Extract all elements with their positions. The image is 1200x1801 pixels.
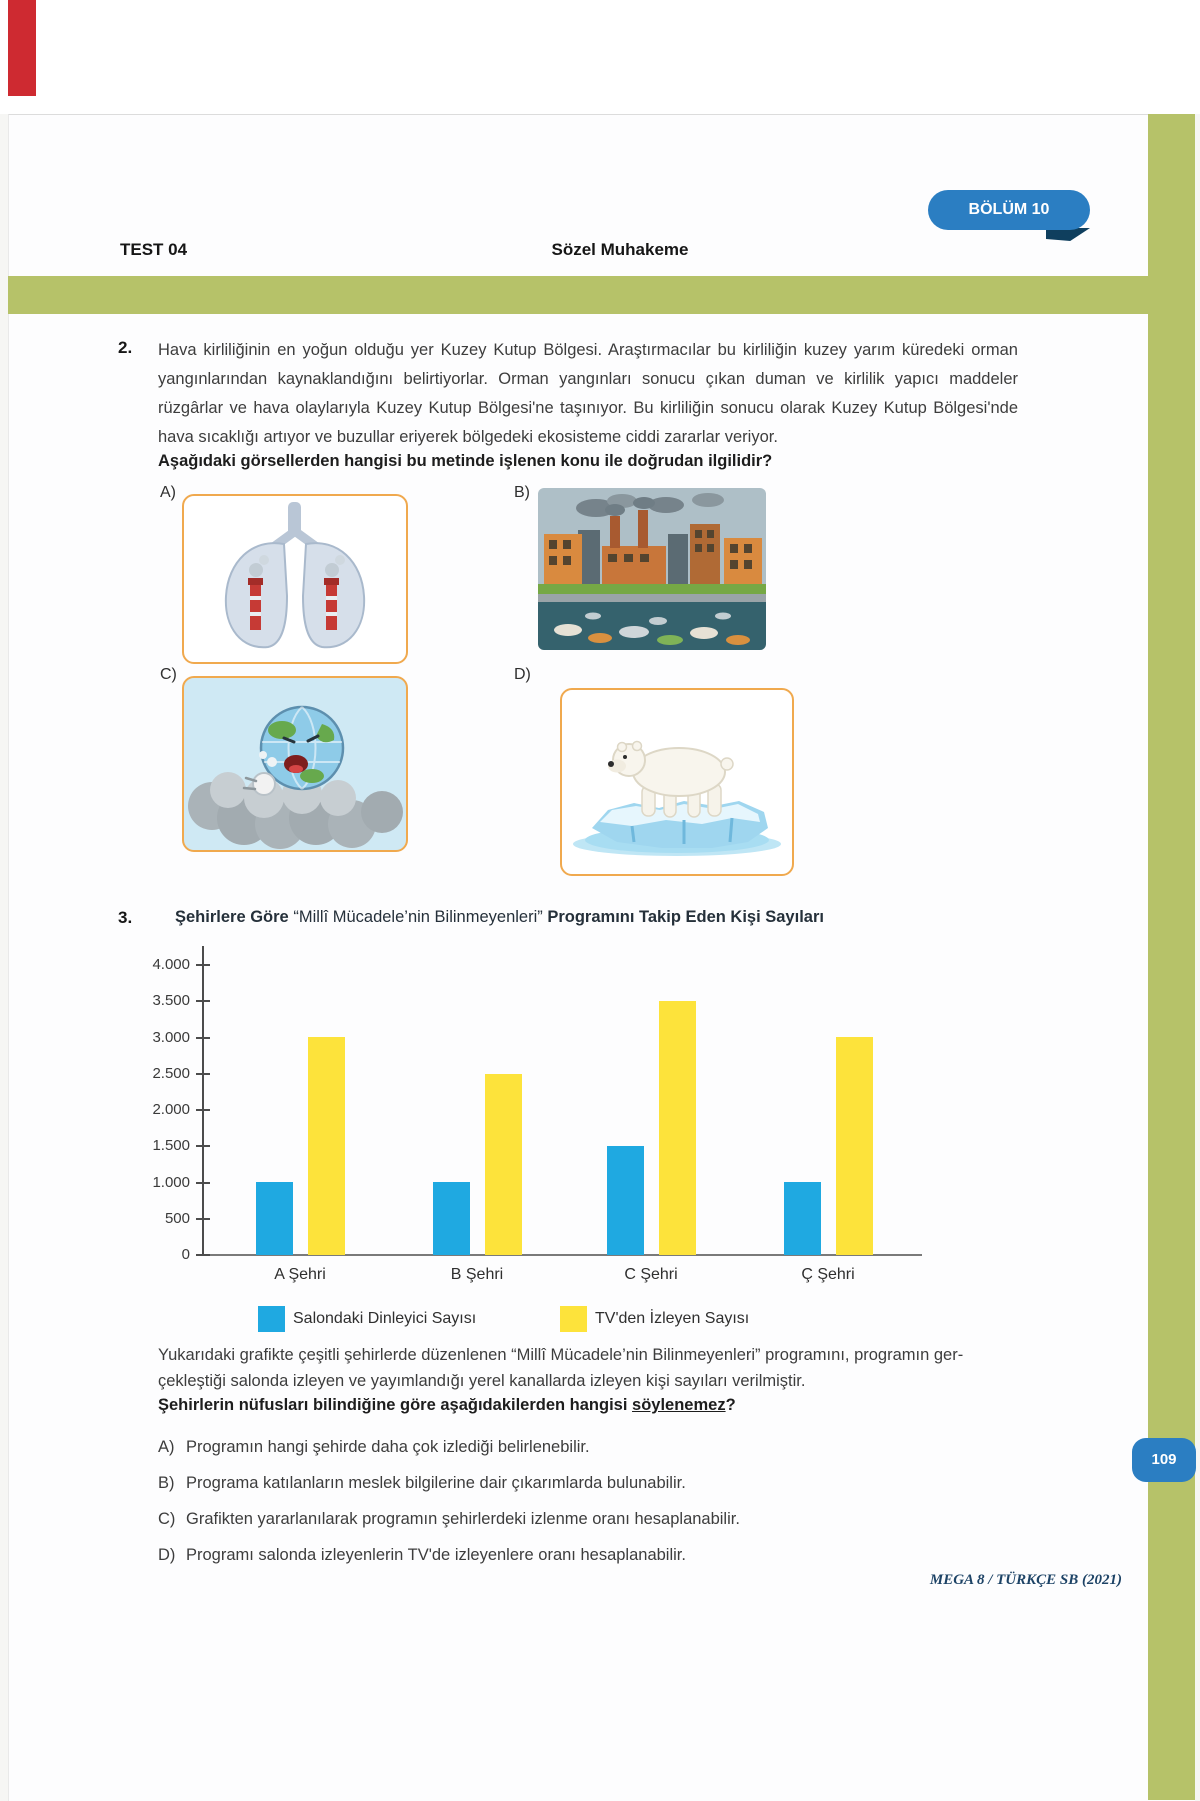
- q2-option-d-label: D): [514, 666, 531, 683]
- q3-option-c-label: C): [158, 1510, 176, 1528]
- bar-salon-c-şehri: [607, 1146, 644, 1255]
- x-axis-category-label: B Şehri: [450, 1266, 504, 1283]
- bar-tv-ç-şehri: [836, 1037, 873, 1255]
- y-axis-tick-mark: [196, 1109, 210, 1111]
- y-axis-tick-mark: [196, 1073, 210, 1075]
- bar-salon-a-şehri: [256, 1182, 293, 1255]
- q3-option-d-text: Programı salonda izleyenlerin TV'de izleyenlere oranı hesaplanabilir.: [186, 1546, 686, 1564]
- x-axis-category-label: A Şehri: [274, 1266, 326, 1283]
- q2-option-c-label: C): [160, 666, 177, 683]
- test-number-label: TEST 04: [120, 240, 188, 259]
- polar-bear-ice-illustration: [562, 690, 792, 874]
- y-axis-tick-label: 1.000: [152, 1173, 190, 1191]
- chart-title-bold-tail: Programını Takip Eden Kişi Sayıları: [547, 908, 824, 926]
- q3-option-a-label: A): [158, 1438, 175, 1456]
- chart-title-program-name: “Millî Mücadele’nin Bilinmeyenleri”: [293, 908, 543, 926]
- y-axis-tick-label: 3.500: [152, 992, 190, 1010]
- question-2-number: 2.: [118, 338, 133, 357]
- bar-salon-b-şehri: [433, 1182, 470, 1255]
- question-2-passage: Hava kirliliğinin en yoğun olduğu yer Kuzey Kutup Bölgesi. Araştırmacılar bu kirliliğin kuzey yarım küredeki orman yangınlarından kaynaklandığını belirtiyorlar. Orman yangınları sonucu çıkan duman ve kirlilik yapıcı maddeler rüzgârlar ve hava olaylarıyla Kuzey Kutup Bölgesi'ne taşınıyor. Bu kirliliğin sonucu olarak Kuzey Kutup Bölgesi'nde hava sıcaklığı artıyor ve buzullar eriyerek bölgedeki ekosisteme ciddi zararlar veriyor.: [158, 341, 1018, 446]
- lungs-smokestacks-illustration: [184, 496, 406, 662]
- coughing-earth-illustration: [184, 678, 406, 850]
- y-axis-tick-label: 1.500: [152, 1137, 190, 1155]
- question-3-number: 3.: [118, 908, 133, 927]
- description-line-2: çekleştiği salonda izleyen ve yayımlandığı yerel kanallarda izleyen kişi sayıları verilmiştir.: [158, 1372, 806, 1390]
- y-axis-line: [202, 946, 204, 1256]
- bar-tv-c-şehri: [659, 1001, 696, 1255]
- page-number-badge: 109: [1132, 1438, 1196, 1482]
- prompt-suffix: ?: [725, 1396, 736, 1414]
- green-header-bar: [8, 276, 1195, 314]
- green-side-band: [1148, 114, 1195, 1800]
- bar-chart: [140, 940, 950, 1360]
- bar-tv-a-şehri: [308, 1037, 345, 1255]
- question-2-prompt: Aşağıdaki görsellerden hangisi bu metinde işlenen konu ile doğrudan ilgilidir?: [158, 452, 773, 470]
- section-title: Sözel Muhakeme: [551, 240, 689, 259]
- question-3-description: [158, 1342, 1110, 1394]
- chapter-badge: BÖLÜM 10: [928, 190, 1090, 230]
- legend-swatch-blue: [258, 1306, 285, 1332]
- q2-option-c-image: [182, 676, 408, 852]
- chart-title: [175, 908, 1025, 927]
- y-axis-tick-mark: [196, 1145, 210, 1147]
- q3-option-c: [158, 1510, 1058, 1546]
- scan-top-margin: [0, 0, 1200, 114]
- question-3-options: [158, 1438, 1058, 1582]
- chart-title-bold-lead: Şehirlere Göre: [175, 908, 289, 926]
- red-corner-stripe: [8, 0, 36, 96]
- q2-option-a-label: A): [160, 484, 176, 501]
- y-axis-tick-mark: [196, 964, 210, 966]
- y-axis-tick-mark: [196, 1254, 210, 1256]
- question-3-prompt: [158, 1396, 1038, 1415]
- x-axis-category-label: C Şehri: [624, 1266, 678, 1283]
- bar-salon-ç-şehri: [784, 1182, 821, 1255]
- q3-option-b: [158, 1474, 1058, 1510]
- y-axis-tick-label: 4.000: [152, 956, 190, 973]
- prompt-underlined-word: söylenemez: [632, 1396, 726, 1414]
- q2-option-a-image: [182, 494, 408, 664]
- legend-item-tv: [560, 1306, 749, 1332]
- y-axis-tick-label: 0: [181, 1246, 190, 1263]
- q2-option-d-image: [560, 688, 794, 876]
- y-axis-tick-label: 500: [164, 1209, 190, 1227]
- q3-option-c-text: Grafikten yararlanılarak programın şehirlerdeki izlenme oranı hesaplanabilir.: [186, 1510, 740, 1528]
- q3-option-b-text: Programa katılanların meslek bilgilerine dair çıkarımlarda bulunabilir.: [186, 1474, 686, 1492]
- y-axis-tick-mark: [196, 1000, 210, 1002]
- y-axis-tick-mark: [196, 1218, 210, 1220]
- q3-option-a: [158, 1438, 1058, 1474]
- q2-option-b-image: [538, 488, 766, 650]
- q3-option-b-label: B): [158, 1474, 175, 1492]
- legend-label-tv: TV'den İzleyen Sayısı: [595, 1310, 750, 1327]
- polluted-city-illustration: [538, 488, 766, 650]
- q2-option-b-label: B): [514, 484, 530, 501]
- prompt-prefix: Şehirlerin nüfusları bilindiğine göre aşağıdakilerden hangisi: [158, 1396, 633, 1414]
- bar-chart-plot: [140, 940, 950, 1300]
- y-axis-tick-label: 2.500: [152, 1064, 190, 1082]
- book-source-credit: MEGA 8 / TÜRKÇE SB (2021): [929, 1572, 1122, 1588]
- y-axis-tick-label: 3.000: [152, 1028, 190, 1046]
- legend-label-salon: Salondaki Dinleyici Sayısı: [293, 1310, 477, 1327]
- legend-item-salon: [258, 1306, 476, 1332]
- description-line-1: Yukarıdaki grafikte çeşitli şehirlerde düzenlenen “Millî Mücadele’nin Bilinmeyenleri” programını, programın ger-: [158, 1346, 964, 1364]
- q3-option-a-text: Programın hangi şehirde daha çok izlediği belirlenebilir.: [186, 1438, 590, 1456]
- x-axis-category-label: Ç Şehri: [801, 1266, 855, 1283]
- legend-swatch-yellow: [560, 1306, 587, 1332]
- q3-option-d-label: D): [158, 1546, 176, 1564]
- y-axis-tick-mark: [196, 1182, 210, 1184]
- bar-tv-b-şehri: [485, 1074, 522, 1255]
- y-axis-tick-mark: [196, 1037, 210, 1039]
- y-axis-tick-label: 2.000: [152, 1101, 190, 1118]
